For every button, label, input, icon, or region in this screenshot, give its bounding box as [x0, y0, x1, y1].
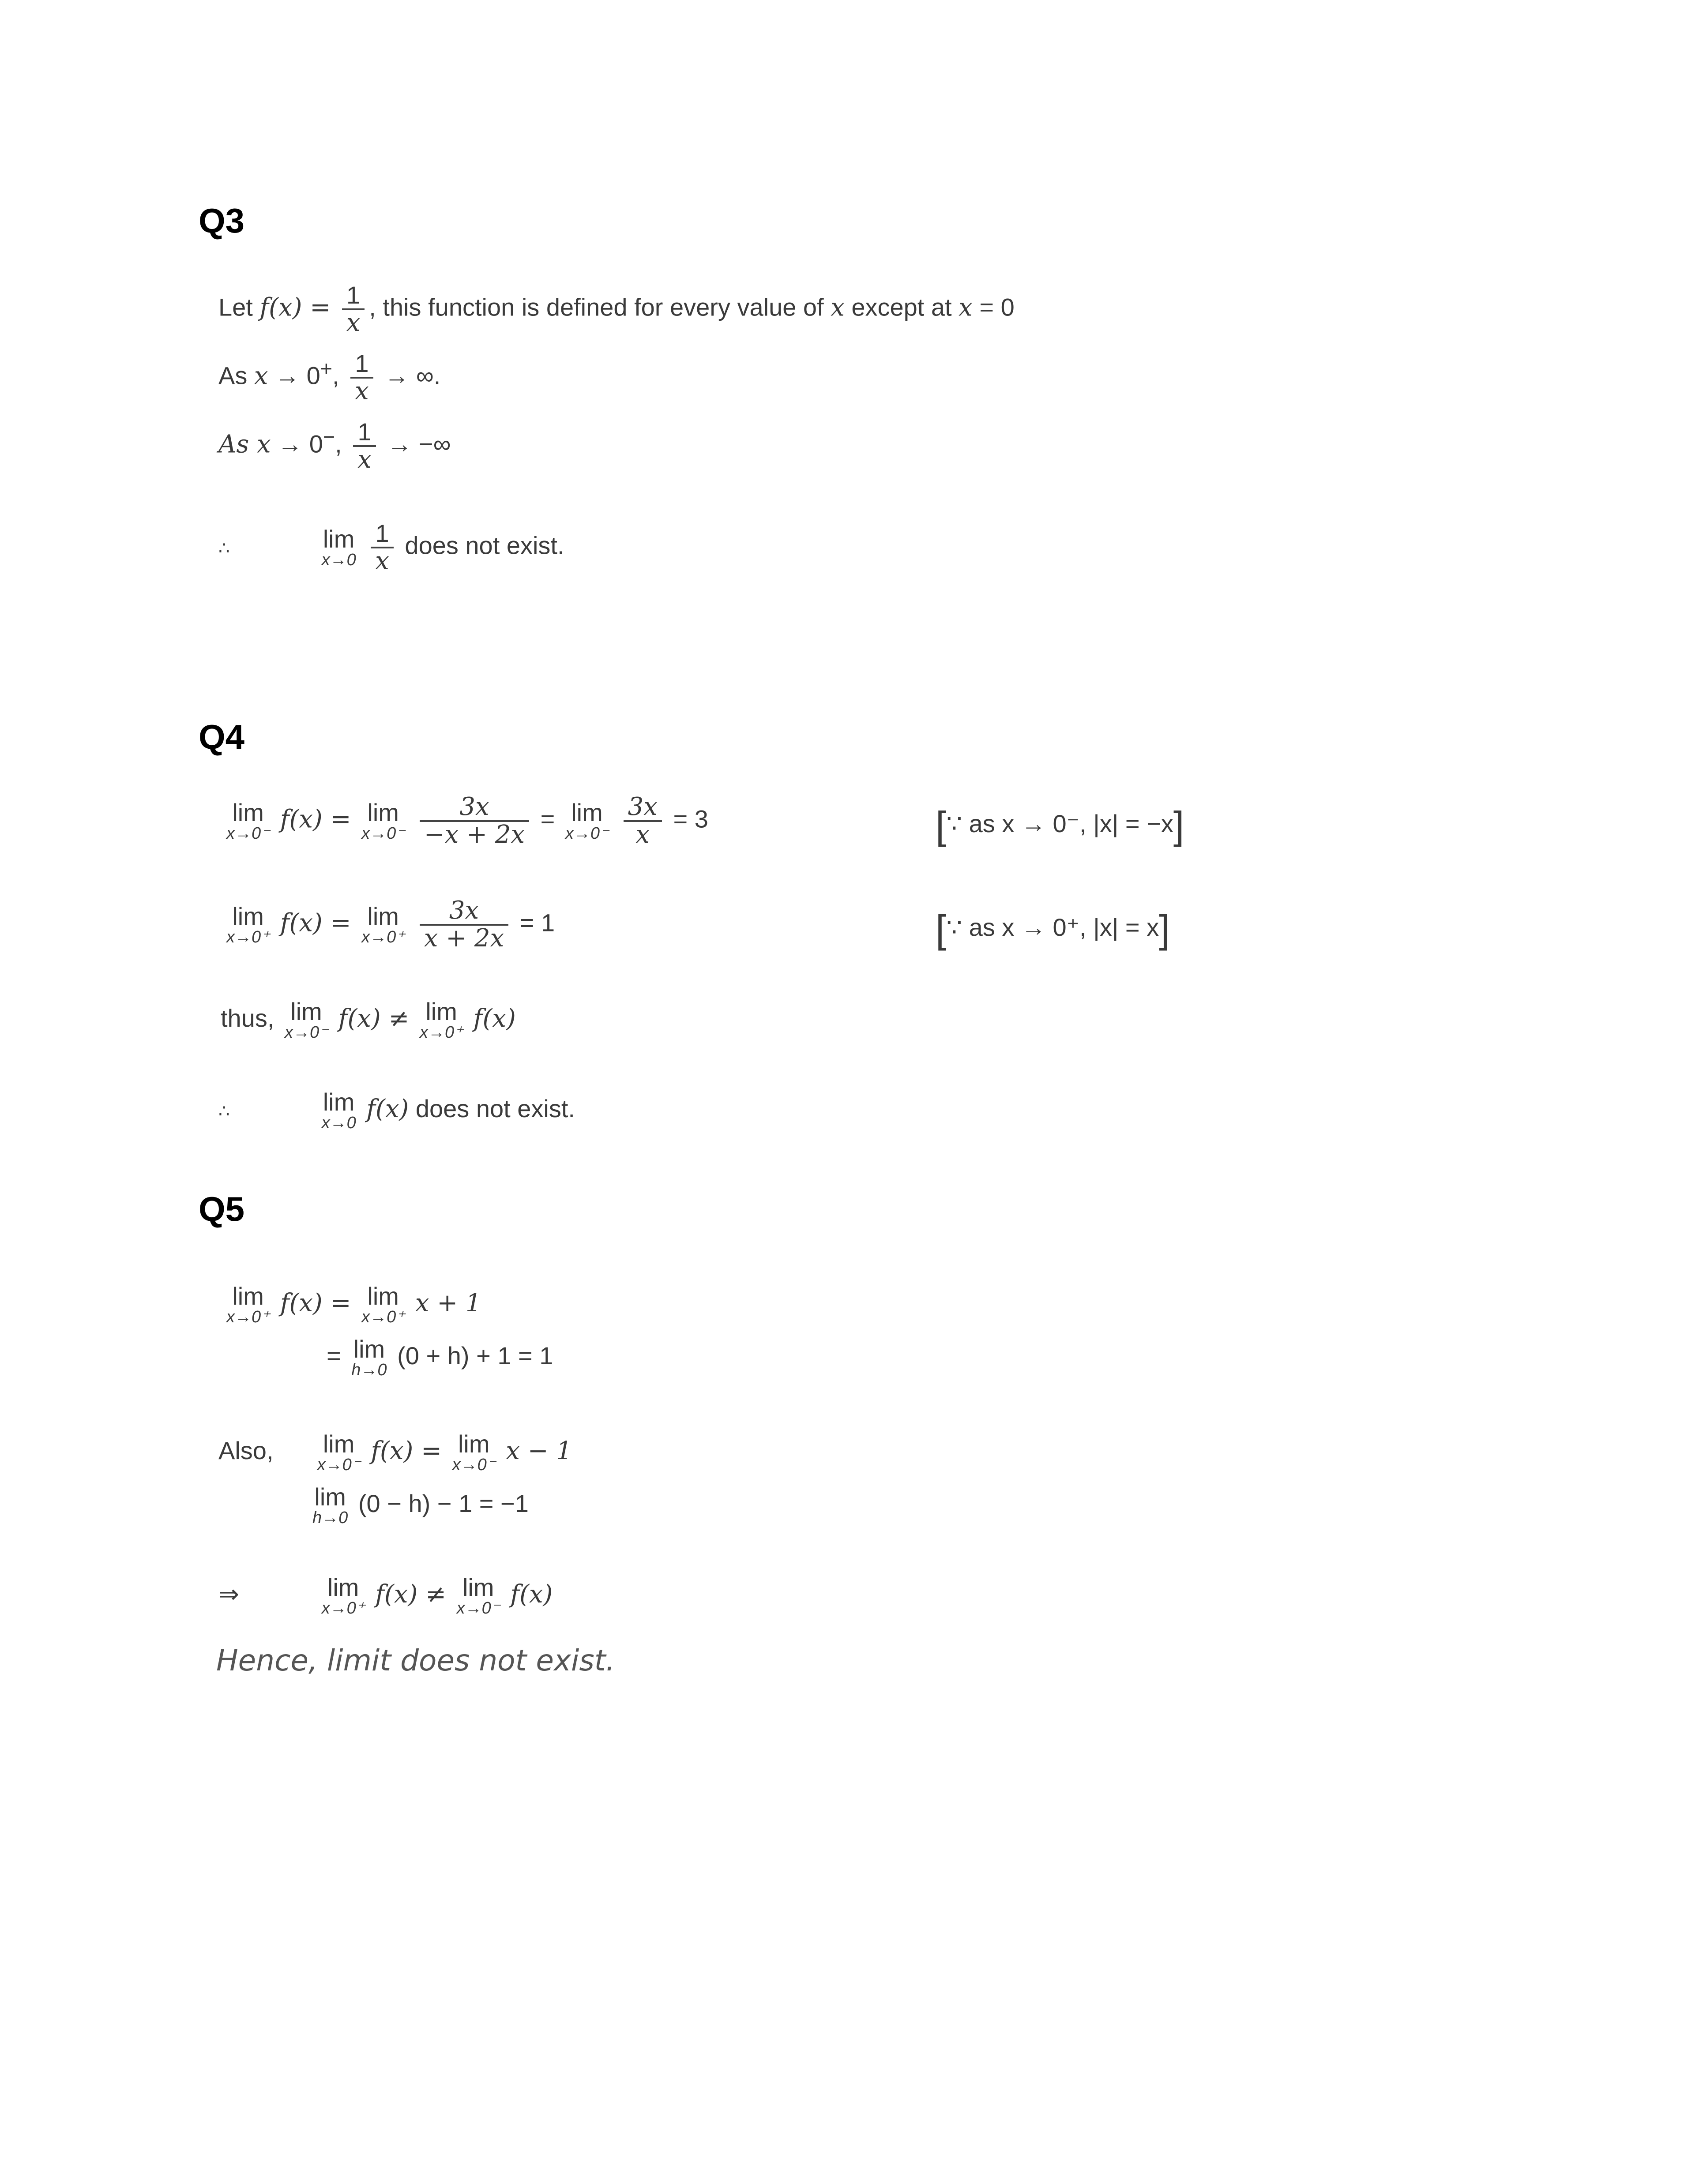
q5-line-4: [309, 1485, 529, 1526]
denominator: x + 2x: [424, 923, 504, 953]
lim: lim: [314, 1483, 346, 1511]
numerator: 1: [353, 419, 376, 447]
text: = 3: [673, 805, 708, 833]
text: = 1: [519, 908, 555, 937]
fraction: [420, 898, 508, 952]
q4-note-1: [936, 803, 1184, 848]
q3-heading: Q3: [199, 201, 245, 240]
limit: [312, 1485, 348, 1526]
lim-sub: x→0: [321, 1114, 356, 1132]
fx: f(x): [473, 1004, 516, 1033]
limit: [361, 800, 405, 842]
lim: lim: [425, 998, 457, 1025]
text: thus,: [221, 1004, 274, 1032]
fraction: [371, 521, 394, 574]
fx: f(x) =: [280, 1288, 351, 1317]
text: ,: [335, 430, 342, 458]
numerator: 3x: [420, 898, 508, 926]
text: As: [218, 361, 254, 390]
var: x: [256, 430, 271, 459]
limit: [361, 904, 405, 946]
limit: [361, 1284, 405, 1325]
sup: −: [323, 425, 335, 448]
limit: [317, 1432, 361, 1473]
text: x − 1: [506, 1436, 572, 1465]
denominator: x: [355, 376, 369, 405]
fx: f(x): [366, 1094, 409, 1123]
fx: f(x): [510, 1580, 553, 1609]
limit: [226, 1284, 270, 1325]
q5-line-2: [327, 1337, 553, 1378]
lim-sub: x→0⁺: [321, 1599, 365, 1617]
var: x: [254, 361, 268, 390]
lim-sub: x→0⁺: [226, 1308, 270, 1326]
fraction: [353, 419, 376, 473]
q3-line-3: [218, 419, 451, 473]
text: → 0: [271, 430, 323, 458]
text: ,: [332, 361, 339, 390]
fraction: [350, 351, 373, 405]
fx: f(x) =: [371, 1436, 442, 1465]
text: (0 − h) − 1 = −1: [358, 1489, 529, 1517]
lim: lim: [367, 902, 399, 930]
lim: lim: [232, 902, 264, 930]
lim-sub: x→0⁻: [361, 824, 405, 843]
implies-symbol: ⇒: [218, 1580, 239, 1608]
fraction: [342, 282, 365, 336]
lim: lim: [323, 525, 355, 553]
text: except at: [844, 293, 959, 321]
lim-sub: x→0⁺: [420, 1023, 463, 1042]
limit: [322, 1090, 356, 1131]
q4-line-1: [223, 794, 708, 848]
denominator: x: [357, 445, 372, 474]
therefore-symbol: ∴: [218, 538, 230, 558]
limit: [226, 904, 270, 946]
lim-sub: x→0⁺: [361, 927, 405, 946]
limit: [457, 1575, 500, 1617]
var: x: [959, 293, 973, 322]
bracket: [: [936, 803, 947, 847]
text: → ∞.: [377, 361, 441, 390]
lim: lim: [290, 998, 322, 1025]
bracket: ]: [1159, 907, 1170, 951]
limit: [351, 1337, 387, 1378]
q4-note-2: [936, 907, 1170, 952]
limit: [322, 1575, 365, 1617]
lim: lim: [367, 798, 399, 826]
fx: f(x) =: [280, 908, 351, 938]
lim: lim: [323, 1088, 355, 1116]
text: does not exist.: [405, 531, 564, 559]
q3-line-4: [218, 521, 564, 574]
fx: f(x) ≠: [375, 1580, 447, 1609]
denominator: −x + 2x: [424, 820, 525, 849]
note-text: ∵ as x → 0⁺, |x| = x: [946, 913, 1159, 941]
text: , this function is defined for every value of: [369, 293, 831, 321]
lim-sub: x→0⁻: [452, 1456, 496, 1474]
var: x: [831, 293, 845, 322]
limit: [420, 999, 463, 1041]
lim-sub: x→0⁺: [361, 1308, 405, 1326]
limit: [565, 800, 609, 842]
text: As: [218, 430, 257, 459]
bracket: [: [936, 907, 947, 951]
lim-sub: x→0⁻: [456, 1599, 500, 1617]
text: x + 1: [415, 1288, 481, 1317]
lim: lim: [353, 1335, 385, 1363]
q5-line-5: [218, 1575, 553, 1617]
bracket: ]: [1173, 803, 1184, 847]
limit: [322, 527, 356, 568]
lim: lim: [232, 1282, 264, 1310]
lim: lim: [232, 798, 264, 826]
limit: [226, 800, 270, 842]
q3-line-1: [218, 282, 1015, 336]
q5-conclusion: Hence, limit does not exist.: [216, 1644, 615, 1677]
q5-heading: Q5: [199, 1190, 245, 1228]
lim-sub: x→0⁻: [317, 1456, 361, 1474]
q4-line-3: [221, 999, 516, 1041]
text: → −∞: [380, 430, 451, 458]
text: does not exist.: [415, 1094, 575, 1122]
numerator: 3x: [420, 794, 529, 822]
lim-sub: x→0: [321, 550, 356, 569]
numerator: 1: [342, 282, 365, 310]
lim-sub: x→0⁺: [226, 927, 270, 946]
therefore-symbol: ∴: [218, 1101, 230, 1121]
lim: lim: [367, 1282, 399, 1310]
lim: lim: [323, 1430, 355, 1458]
q4-line-2: [223, 898, 555, 952]
note-text: ∵ as x → 0⁻, |x| = −x: [946, 809, 1173, 837]
lim-sub: x→0⁻: [284, 1023, 328, 1042]
text: → 0: [268, 361, 320, 390]
lim-sub: x→0⁻: [565, 824, 609, 843]
fraction: [420, 794, 529, 848]
q4-line-4: [218, 1090, 575, 1131]
text: Let: [218, 293, 260, 321]
lim: lim: [462, 1573, 494, 1601]
q3-line-2: [218, 351, 440, 405]
denominator: x: [635, 820, 650, 849]
numerator: 1: [371, 521, 394, 548]
lim: lim: [571, 798, 603, 826]
text: = 0: [972, 293, 1015, 321]
numerator: 1: [350, 351, 373, 379]
fx: f(x) =: [280, 805, 351, 834]
fx: f(x) =: [259, 293, 331, 322]
text: Also,: [218, 1436, 274, 1464]
numerator: 3x: [624, 794, 662, 822]
text: =: [327, 1341, 341, 1370]
lim-sub: h→0: [312, 1509, 348, 1527]
lim: lim: [327, 1573, 359, 1601]
fx: f(x) ≠: [338, 1004, 410, 1033]
text: =: [540, 805, 555, 833]
q5-line-1: [223, 1284, 481, 1325]
q5-line-3: [218, 1432, 572, 1473]
denominator: x: [346, 308, 361, 337]
lim-sub: h→0: [351, 1361, 387, 1379]
lim-sub: x→0⁻: [226, 824, 270, 843]
denominator: x: [375, 546, 389, 575]
sup: +: [320, 356, 333, 380]
limit: [452, 1432, 496, 1473]
limit: [285, 999, 328, 1041]
text: (0 + h) + 1 = 1: [397, 1341, 553, 1370]
lim: lim: [458, 1430, 490, 1458]
fraction: [624, 794, 662, 848]
q4-heading: Q4: [199, 717, 245, 756]
